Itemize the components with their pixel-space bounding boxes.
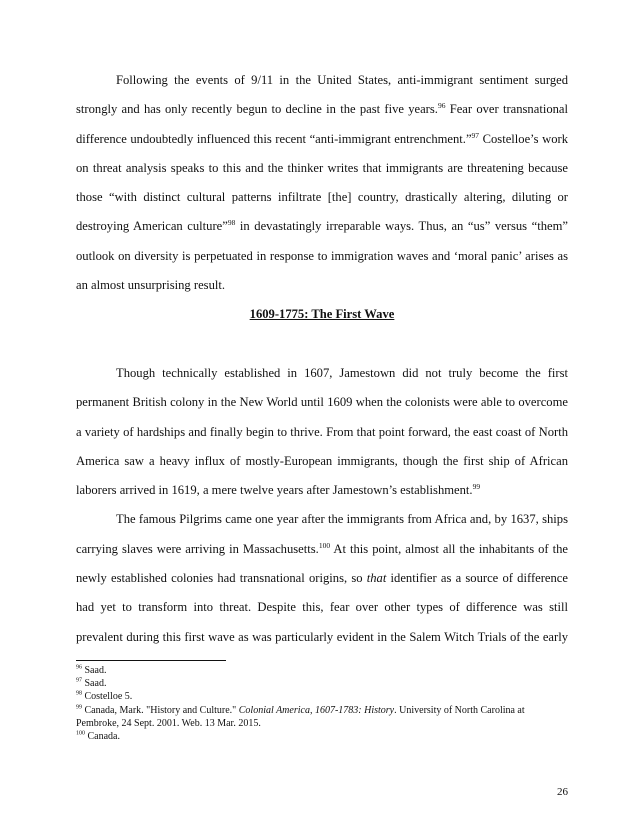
- text-span: a variety of hardships and finally begin to thrive. From that point forward, the east coast of North: [76, 424, 568, 439]
- footnote-text: Pembroke, 24 Sept. 2001. Web. 13 Mar. 2015.: [76, 717, 261, 729]
- paragraph-line: [76, 212, 568, 241]
- paragraph-line: [76, 271, 568, 300]
- paragraph-line: [76, 359, 568, 388]
- text-span: an almost unsurprising result.: [76, 278, 226, 293]
- paragraph-line: [76, 623, 568, 652]
- text-span: destroying American culture”: [76, 219, 228, 234]
- text-span: permanent British colony in the New World until 1609 when the colonists were able to overcome: [76, 395, 568, 410]
- paragraph-line: [76, 95, 568, 124]
- footnote-divider: [76, 660, 226, 661]
- footnote-item: [76, 664, 576, 677]
- paragraph-line: [76, 242, 568, 271]
- text-span: those “with distinct cultural patterns infiltrate [the] country, drastically altering, diluting or: [76, 190, 568, 205]
- text-span: outlook on diversity is perpetuated in response to immigration waves and ‘moral panic’ arises as: [76, 248, 568, 263]
- text-span: strongly and has only recently begun to decline in the past five years.: [76, 102, 438, 117]
- footnote-ref: 100: [318, 540, 331, 550]
- text-span: in devastatingly irreparable ways. Thus, an “us” versus “them”: [235, 219, 568, 234]
- text-span: identifier as a source of difference: [386, 571, 568, 586]
- text-span: America saw a heavy influx of mostly-European immigrants, though the first ship of African: [76, 453, 568, 468]
- footnote-ref: 97: [471, 130, 480, 140]
- paragraph-line: [76, 154, 568, 183]
- footnote-title: Colonial America, 1607-1783: History: [238, 704, 395, 716]
- text-span: on threat analysis speaks to this and the thinker writes that immigrants are threatening because: [76, 160, 568, 175]
- footnote-text: . University of North Carolina at: [394, 704, 525, 716]
- text-span: At this point, almost all the inhabitants of the: [330, 541, 568, 556]
- body-text: [76, 66, 568, 652]
- paragraph-line: [76, 535, 568, 564]
- text-span: had yet to transform into threat. Despite this, fear over other types of difference was still: [76, 600, 568, 615]
- emphasis-text: that: [366, 571, 387, 586]
- footnote-item: [76, 690, 576, 703]
- footnote-item: [76, 704, 576, 717]
- text-span: carrying slaves were arriving in Massachusetts.: [76, 541, 319, 556]
- paragraph-line: [76, 125, 568, 154]
- footnote-ref: 96: [437, 101, 446, 111]
- footnote-text: Canada, Mark. "History and Culture.": [82, 704, 239, 716]
- paragraph-line: [76, 593, 568, 622]
- paragraph-line: [76, 183, 568, 212]
- text-span: newly established colonies had transnational origins, so: [76, 571, 367, 586]
- footnote-number: 96: [76, 664, 82, 671]
- text-span: Costelloe’s work: [479, 131, 568, 146]
- page-number: 26: [557, 786, 568, 798]
- section-heading: 1609-1775: The First Wave: [249, 307, 395, 322]
- text-span: The famous Pilgrims came one year after the immigrants from Africa and, by 1637, ships: [116, 512, 568, 527]
- blank-line: [76, 330, 568, 359]
- text-span: Following the events of 9/11 in the United States, anti-immigrant sentiment surged: [116, 73, 568, 87]
- text-span: laborers arrived in 1619, a mere twelve years after Jamestown’s establishment.: [76, 483, 473, 498]
- footnotes: [76, 664, 576, 743]
- footnote-number: 99: [76, 704, 82, 711]
- text-span: Though technically established in 1607, Jamestown did not truly become the first: [116, 365, 568, 380]
- paragraph-line: [76, 476, 568, 505]
- footnote-number: 100: [76, 730, 85, 737]
- paragraph-line: [76, 447, 568, 476]
- footnote-ref: 98: [227, 218, 236, 228]
- footnote-text: Canada.: [85, 731, 120, 743]
- footnote-number: 98: [76, 691, 82, 698]
- paragraph-line: [76, 564, 568, 593]
- footnote-text: Saad.: [82, 678, 107, 690]
- text-span: prevalent during this first wave as was particularly evident in the Salem Witch Trials of the early: [76, 629, 568, 644]
- paragraph-line: [76, 388, 568, 417]
- footnote-text: Saad.: [82, 665, 107, 676]
- footnote-item-continued: [76, 717, 576, 730]
- footnote-number: 97: [76, 677, 82, 684]
- paragraph-line: [76, 66, 568, 95]
- footnote-ref: 99: [472, 481, 481, 491]
- footnote-item: [76, 677, 576, 690]
- paragraph-line: [76, 505, 568, 534]
- footnote-text: Costelloe 5.: [82, 691, 133, 703]
- footnote-item: [76, 730, 576, 743]
- paragraph-line: [76, 418, 568, 447]
- text-span: difference undoubtedly influenced this recent “anti-immigrant entrenchment.”: [76, 131, 472, 146]
- text-span: Fear over transnational: [445, 102, 568, 117]
